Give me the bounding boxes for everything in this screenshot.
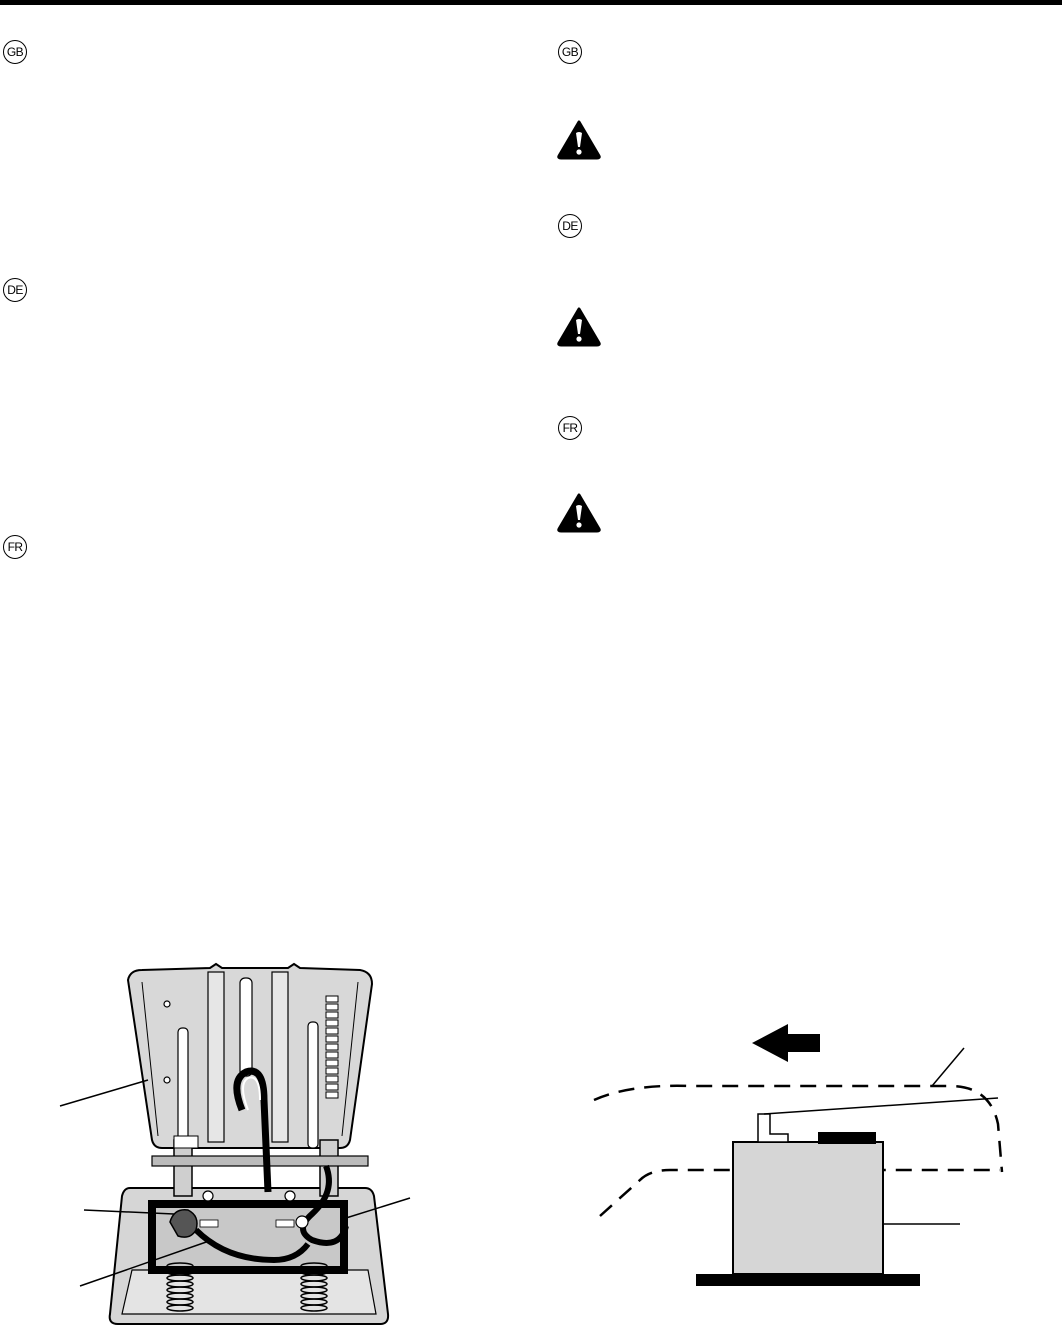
battery-orientation-diagram bbox=[580, 1010, 1020, 1290]
lang-badge-de-left: DE bbox=[3, 278, 27, 302]
lang-badge-gb-left: GB bbox=[3, 40, 27, 64]
lang-badge-gb-right: GB bbox=[558, 40, 582, 64]
lang-badge-fr-left: FR bbox=[3, 535, 27, 559]
warning-triangle-icon bbox=[557, 307, 601, 347]
lang-badge-de-right: DE bbox=[558, 214, 582, 238]
warning-triangle-icon bbox=[557, 120, 601, 160]
seat-battery-illustration bbox=[50, 960, 430, 1327]
lang-badge-fr-right: FR bbox=[558, 416, 582, 440]
warning-triangle-icon bbox=[557, 493, 601, 533]
top-rule bbox=[0, 0, 1062, 5]
direction-arrow-icon bbox=[752, 1024, 820, 1062]
